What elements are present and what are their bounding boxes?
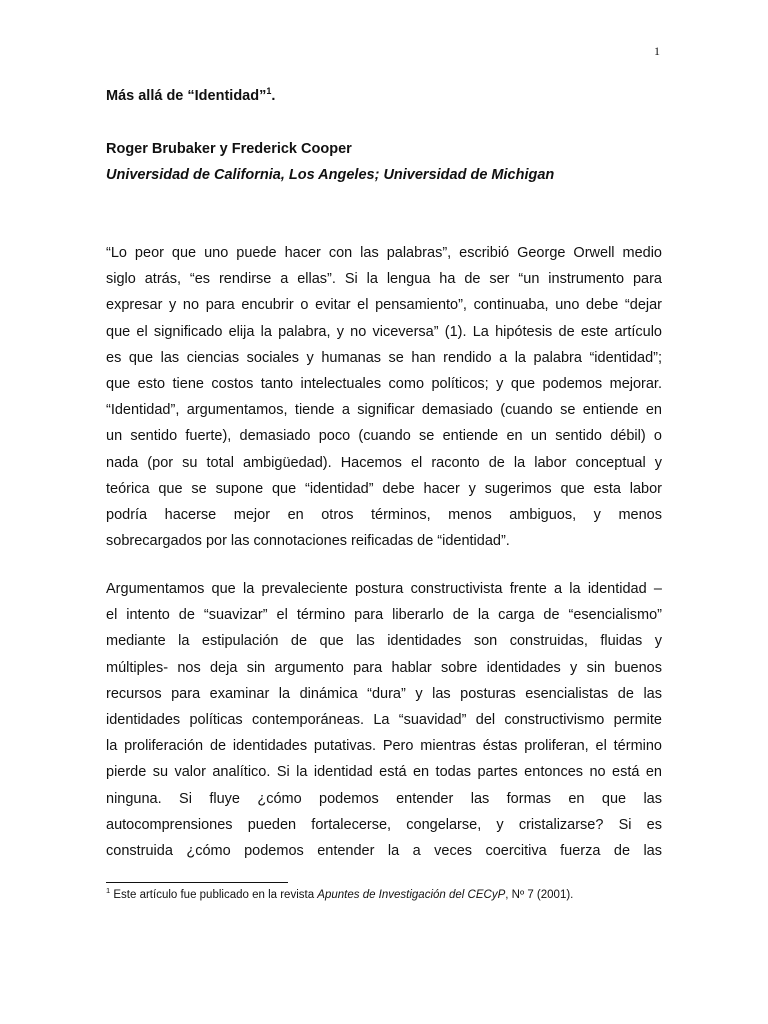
paragraph-line: autocomprensiones pueden fortalecerse, congelarse, y cristalizarse? Si es: [106, 816, 662, 833]
paragraph-line: “Identidad”, argumentamos, tiende a significar demasiado (cuando se entiende en: [106, 402, 662, 419]
paragraph-line: que esto tiene costos tanto intelectuales como políticos; y que podemos mejorar.: [106, 375, 662, 392]
paragraph-line: que el significado elija la palabra, y no viceversa” (1). La hipótesis de este artículo: [106, 323, 662, 340]
paragraph-line: teórica que se supone que “identidad” debe hacer y sugerimos que esta labor: [106, 480, 662, 497]
paragraph-line: un sentido fuerte), demasiado poco (cuando se entiende en un sentido débil) o: [106, 428, 662, 445]
paragraph-line: mediante la estipulación de que las identidades son construidas, fluidas y: [106, 633, 662, 650]
paragraph-line: construida ¿cómo podemos entender la a veces coercitiva fuerza de las: [106, 842, 662, 859]
page-number: 1: [654, 44, 660, 58]
paragraph-line: nada (por su total ambigüedad). Hacemos el raconto de la labor conceptual y: [106, 454, 662, 471]
paragraph-line: Argumentamos que la prevaleciente postura constructivista frente a la identidad –: [106, 581, 662, 597]
affiliation: Universidad de California, Los Angeles; Universidad de Michigan: [106, 167, 555, 183]
paragraph-line: podría hacerse mejor en otros términos, menos ambiguos, y menos: [106, 506, 662, 523]
title-footnote-marker: 1: [266, 86, 272, 97]
paragraph-line: expresar y no para encubrir o evitar el pensamiento”, continuaba, uno debe “dejar: [106, 297, 662, 314]
paragraph-line: ninguna. Si fluye ¿cómo podemos entender las formas en que las: [106, 790, 662, 807]
paragraph-line: la proliferación de identidades putativas. Pero mientras éstas proliferan, el término: [106, 738, 662, 755]
paragraph-line: es que las ciencias sociales y humanas se han rendido a la palabra “identidad”;: [106, 349, 662, 366]
footnote-text-before: Este artículo fue publicado en la revista: [110, 889, 318, 901]
footnote-marker: 1: [106, 886, 111, 896]
authors: Roger Brubaker y Frederick Cooper: [106, 141, 352, 157]
paragraph-1: [106, 240, 662, 554]
paragraph-line: sobrecargados por las connotaciones reificadas de “identidad”.: [106, 533, 510, 550]
paragraph-line: siglo atrás, “es rendirse a ellas”. Si la lengua ha de ser “un instrumento para: [106, 271, 662, 288]
title-trailing-period: .: [271, 88, 276, 104]
footnote-separator: [106, 882, 288, 883]
paragraph-2: [106, 576, 662, 864]
paragraph-line: “Lo peor que uno puede hacer con las palabras”, escribió George Orwell medio: [106, 245, 662, 261]
paragraph-line: pierde su valor analítico. Si la identidad está en todas partes entonces no está en: [106, 764, 662, 781]
article-title: [106, 88, 275, 104]
paragraph-line: el intento de “suavizar” el término para liberarlo de la carga de “esencialismo”: [106, 607, 662, 624]
paragraph-line: identidades políticas contemporáneas. La “suavidad” del constructivismo permite: [106, 711, 662, 728]
footnote-journal: Apuntes de Investigación del CECyP: [317, 889, 506, 901]
footnote-text-after: , Nº 7 (2001).: [505, 889, 574, 901]
paragraph-line: múltiples- nos deja sin argumento para hablar sobre identidades y sin buenos: [106, 659, 662, 676]
paragraph-line: recursos para examinar la dinámica “dura” y las posturas esencialistas de las: [106, 685, 662, 702]
title-text: Más allá de “Identidad”: [106, 88, 267, 104]
footnote: [106, 886, 574, 901]
